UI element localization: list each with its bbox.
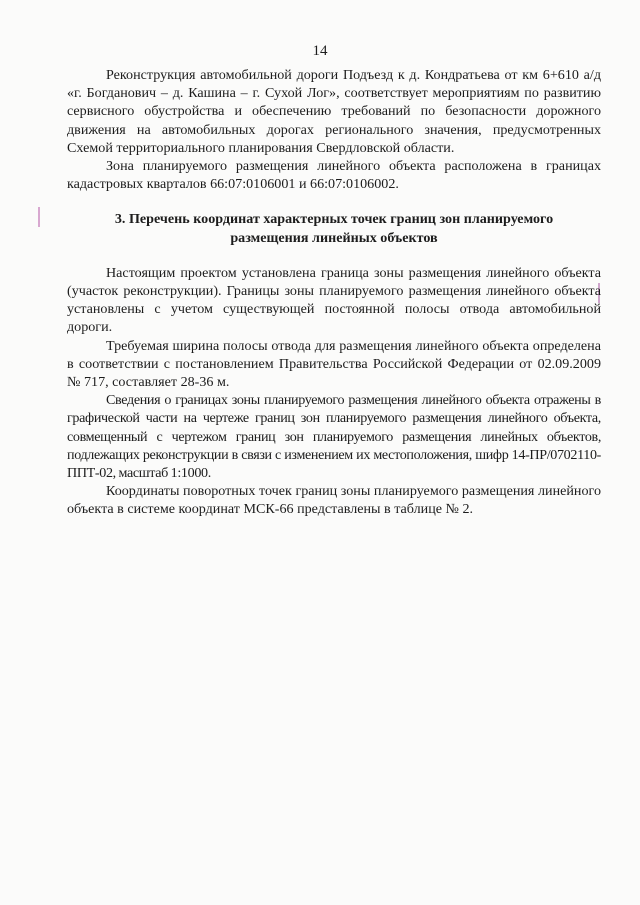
document-body — [67, 66, 601, 519]
paragraph-cadastral-zone: Зона планируемого размещения линейного объекта расположена в границах кадастровых кварталов 66:07:0106001 и 66:07:0106002. — [67, 158, 601, 193]
paragraph-boundary: Настоящим проектом установлена граница зоны размещения линейного объекта (участок реконструкции). Границы зоны планируемого размещения линейного объекта установлены с учетом существующей постоянной полосы отвода автомобильной дороги. — [67, 264, 601, 336]
paragraph-coordinates: Координаты поворотных точек границ зоны планируемого размещения линейного объекта в системе координат МСК-66 представлены в таблице № 2. — [67, 483, 601, 518]
page-number: 14 — [312, 43, 328, 59]
paragraph-reconstruction: Реконструкция автомобильной дороги Подъезд к д. Кондратьева от км 6+610 а/д «г. Богданович – д. Кашина – г. Сухой Лог», соответствует мероприятиям по развитию сервисного обустройства и обеспечению требований по безопасности дорожного движения на автомобильных дорогах регионального значения, предусмотренных Схемой территориального планирования Свердловской области. — [67, 67, 601, 156]
paragraph-width: Требуемая ширина полосы отвода для размещения линейного объекта определена в соответствии с постановлением Правительства Российской Федерации от 02.09.2009 № 717, составляет 28-36 м. — [67, 337, 601, 391]
section-heading: 3. Перечень координат характерных точек границ зон планируемого размещения линейных объектов — [114, 211, 554, 246]
paragraph-graphic-part: Сведения о границах зоны планируемого размещения линейного объекта отражены в графической части на чертеже границ зон планируемого размещения линейного объекта, совмещенный с чертежом границ зон планируемого размещения линейных объектов, подлежащих реконструкции в связи с изменением их местоположения, шифр 14-ПР/0702110-ППТ-02, масштаб 1:1000. — [67, 392, 601, 482]
scan-mark-left — [38, 207, 40, 227]
